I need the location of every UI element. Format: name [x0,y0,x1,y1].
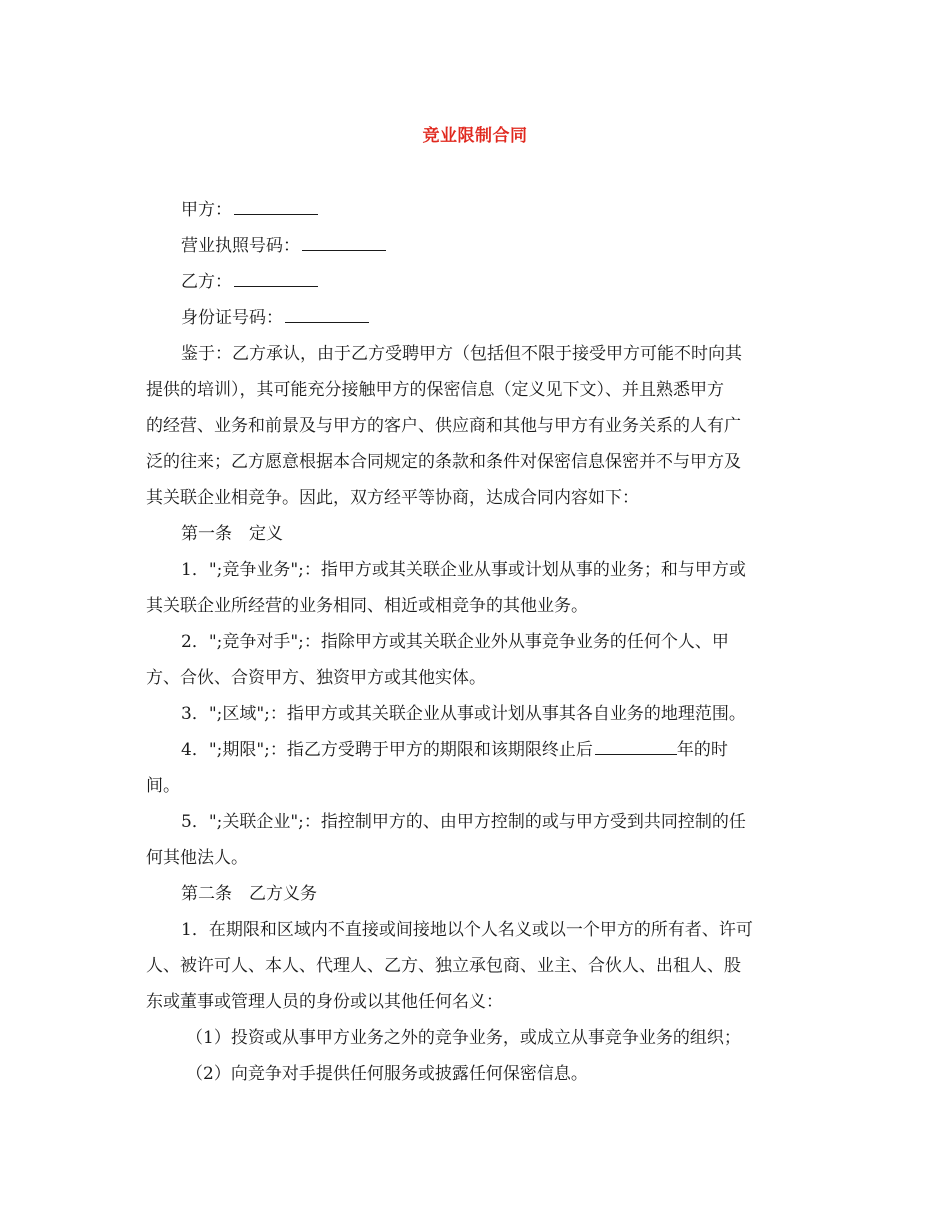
document-title: 竞业限制合同 [422,126,528,146]
paragraph-line: 其关联企业所经营的业务相同、相近或相竞争的其他业务。 [146,596,588,616]
paragraph-line: 1．";竞争业务";：指甲方或其关联企业从事或计划从事的业务；和与甲方或 [181,560,746,580]
definition-item-5 [146,804,804,876]
sub-item-2: （2）向竞争对手提供任何服务或披露任何保密信息。 [186,1064,588,1084]
sub-item-1: （1）投资或从事甲方业务之外的竞争业务，或成立从事竞争业务的组织； [186,1028,741,1048]
paragraph-line: 东或董事或管理人员的身份或以其他任何名义： [146,992,503,1012]
paragraph-line: 间。 [146,776,180,796]
preamble-paragraph [146,336,804,516]
paragraph-line: 鉴于：乙方承认，由于乙方受聘甲方（包括但不限于接受甲方可能不时向其 [181,344,742,364]
paragraph-line: 2．";竞争对手";：指除甲方或其关联企业外从事竞争业务的任何个人、甲 [181,632,729,652]
fill-blank [595,740,677,755]
definition-item-1 [146,552,804,624]
line-text: 年的时 [676,740,728,760]
paragraph-line: 其关联企业相竞争。因此，双方经平等协商，达成合同内容如下： [146,488,639,508]
id-number-field [146,300,804,336]
business-license-field [146,228,804,264]
paragraph-line: 5．";关联企业";：指控制甲方的、由甲方控制的或与甲方受到共同控制的任 [181,812,746,832]
paragraph-line: 方、合伙、合资甲方、独资甲方或其他实体。 [146,668,486,688]
paragraph-line: 3．";区域";：指甲方或其关联企业从事或计划从事其各自业务的地理范围。 [181,704,746,724]
definition-item-2 [146,624,804,696]
line-text: 4．";期限";：指乙方受聘于甲方的期限和该期限终止后 [181,740,593,760]
field-label: 身份证号码： [181,308,283,328]
paragraph-line: 的经营、业务和前景及与甲方的客户、供应商和其他与甲方有业务关系的人有广 [146,416,741,436]
paragraph-line: 泛的往来；乙方愿意根据本合同规定的条款和条件对保密信息保密并不与甲方及 [146,452,741,472]
fill-blank [285,308,369,323]
definition-item-4 [146,732,804,804]
paragraph-line [146,732,804,768]
party-b-field [146,264,804,300]
article-2-heading: 第二条 乙方义务 [181,884,317,904]
field-label: 营业执照号码： [181,236,300,256]
article-1-heading: 第一条 定义 [181,524,283,544]
fill-blank [234,272,318,287]
definition-item-3 [146,696,804,732]
field-label: 甲方： [181,200,232,220]
paragraph-line: 何其他法人。 [146,848,248,868]
party-a-field [146,192,804,228]
paragraph-line: 提供的培训），其可能充分接触甲方的保密信息（定义见下文）、并且熟悉甲方 [146,380,724,400]
fill-blank [302,236,386,251]
field-label: 乙方： [181,272,232,292]
paragraph-line: 1．在期限和区域内不直接或间接地以个人名义或以一个甲方的所有者、许可 [181,920,753,940]
obligation-item-1 [146,912,804,1020]
fill-blank [234,200,318,215]
paragraph-line: 人、被许可人、本人、代理人、乙方、独立承包商、业主、合伙人、出租人、股 [146,956,741,976]
